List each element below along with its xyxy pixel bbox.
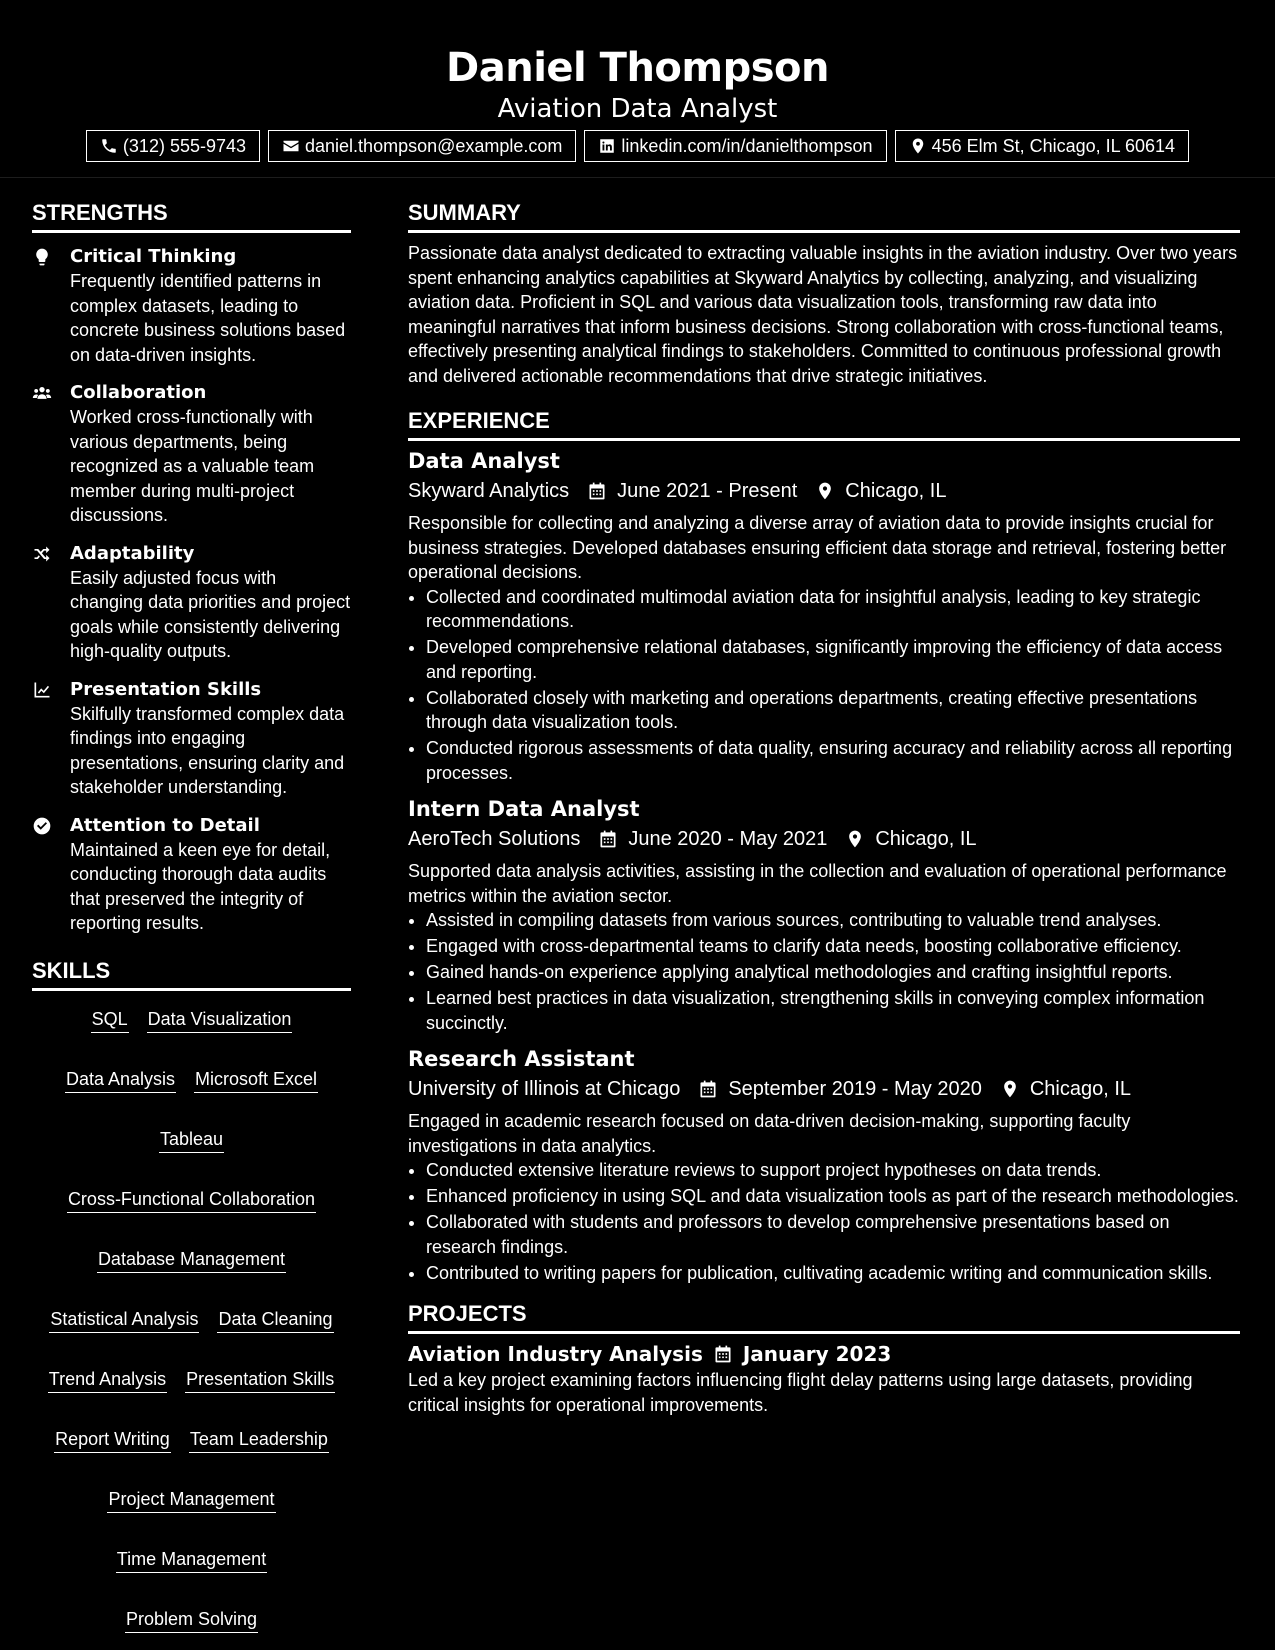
strength-item [32,814,351,936]
strength-description: Skilfully transformed complex data findings into engaging presentations, ensuring clarity and stakeholder understanding. [70,703,345,797]
map-pin-icon [909,137,927,155]
strength-item [32,542,351,664]
contact-linkedin[interactable] [584,130,886,162]
strength-title: Adaptability [70,542,195,564]
job-entry [408,795,1240,1035]
list-item: • Enhanced proficiency in using SQL and data visualization tools as part of the research methodologies. [426,1184,1240,1209]
contact-bar [0,130,1275,162]
skill-tag: Team Leadership [189,1427,329,1453]
list-item: • Learned best practices in data visualization, strengthening skills in conveying complex information succinctly. [426,986,1240,1035]
lightbulb-icon [32,247,52,267]
linkedin-text: linkedin.com/in/danielthompson [621,135,873,156]
skill-tag: Statistical Analysis [49,1307,199,1333]
strength-description: Easily adjusted focus with changing data priorities and project goals while consistently delivering high-quality outputs. [70,567,351,661]
summary-section [408,198,1240,388]
job-bullets [408,585,1240,786]
skill-tag: Data Analysis [65,1067,176,1093]
job-entry [408,1045,1240,1285]
job-entry [408,447,1240,785]
contact-phone[interactable] [86,130,260,162]
job-bullets [408,1158,1240,1285]
strength-description: Maintained a keen eye for detail, conducting thorough data audits that preserved the integrity of reporting results. [70,839,331,933]
skill-tag: Trend Analysis [48,1367,167,1393]
map-pin-icon [815,481,835,501]
strength-title: Collaboration [70,382,207,403]
job-description: Supported data analysis activities, assisting in the collection and evaluation of operational performance metrics within the aviation sector. [408,861,1227,906]
job-title: Intern Data Analyst [408,797,640,821]
strength-title: Attention to Detail [70,814,260,836]
phone-text: (312) 555-9743 [122,135,247,156]
users-icon [32,383,52,403]
job-meta [408,475,1240,507]
skill-tag: Database Management [97,1247,286,1273]
calendar-icon [587,481,607,501]
strength-item [32,678,351,800]
list-item: • Collaborated with students and professors to develop comprehensive presentations based on research findings. [426,1210,1240,1259]
company-name: AeroTech Solutions [408,828,581,850]
calendar-icon [698,1079,718,1099]
phone-icon [100,137,118,155]
skill-tag: Problem Solving [125,1607,258,1633]
job-dates: June 2021 - Present [617,480,798,502]
contact-email[interactable] [268,130,576,162]
projects-heading: PROJECTS [408,1299,1240,1334]
company-name: Skyward Analytics [408,480,570,502]
shuffle-icon [32,544,52,564]
calendar-icon [713,1344,733,1364]
contact-address[interactable] [895,130,1189,162]
job-description: Engaged in academic research focused on data-driven decision-making, supporting faculty investigations in data analytics. [408,1111,1131,1156]
strengths-heading: STRENGTHS [32,198,351,233]
candidate-title: Aviation Data Analyst [497,94,778,124]
job-location: Chicago, IL [845,480,947,502]
list-item: • Assisted in compiling datasets from various sources, contributing to valuable trend analyses. [426,908,1240,933]
calendar-icon [598,829,618,849]
list-item: • Gained hands-on experience applying analytical methodologies and crafting insightful reports. [426,960,1240,985]
list-item: • Collaborated closely with marketing and operations departments, creating effective presentations through data visualization tools. [426,686,1240,735]
skill-tag: Presentation Skills [185,1367,335,1393]
line-chart-icon [32,680,52,700]
left-column [32,198,351,1637]
list-item: • Conducted extensive literature reviews to support project hypotheses on data trends. [426,1158,1240,1183]
list-item: • Engaged with cross-departmental teams to clarify data needs, boosting collaborative efficiency. [426,934,1240,959]
strength-title: Presentation Skills [70,678,262,700]
strength-item [32,381,351,528]
job-dates: September 2019 - May 2020 [728,1078,982,1100]
project-date: January 2023 [742,1342,892,1366]
company-name: University of Illinois at Chicago [408,1078,681,1100]
skill-tag: Tableau [159,1127,224,1153]
summary-text: Passionate data analyst dedicated to extracting valuable insights in the aviation industry. Over two years spent enhancing analytics capabilities at Skyward Analytics by collecting, analyzing, and visualizing aviation data. Proficient in SQL and various data visualization tools, transforming raw data into meaningful narratives that inform business decisions. Strong collaboration with cross-functional teams, effectively presenting analytical findings to stakeholders. Committed to continuous professional growth and delivered actionable recommendations that drive strategic initiatives. [408,243,1238,386]
list-item: • Conducted rigorous assessments of data quality, ensuring accuracy and reliability across all reporting processes. [426,736,1240,785]
job-title: Research Assistant [408,1047,635,1071]
job-dates: June 2020 - May 2021 [628,828,828,850]
address-text: 456 Elm St, Chicago, IL 60614 [931,135,1176,156]
skills-list [32,1003,351,1637]
strength-title: Critical Thinking [70,246,237,267]
projects-section [408,1299,1240,1417]
strength-description: Frequently identified patterns in complex datasets, leading to concrete business solutions based on data-driven insights. [70,271,346,365]
job-meta [408,823,1240,855]
project-header [408,1340,1240,1368]
linkedin-icon [598,137,616,155]
list-item: • Developed comprehensive relational databases, significantly improving the efficiency of data access and reporting. [426,635,1240,684]
skill-tag: SQL [91,1007,129,1033]
strength-description: Worked cross-functionally with various departments, being recognized as a valuable team member during multi-project discussions. [70,407,315,525]
skill-tag: Data Cleaning [217,1307,333,1333]
job-bullets [408,908,1240,1035]
experience-section [408,406,1240,1285]
job-meta [408,1073,1240,1105]
job-location: Chicago, IL [875,828,977,850]
skills-section [32,956,351,1637]
skill-tag: Data Visualization [147,1007,293,1033]
skill-tag: Time Management [116,1547,267,1573]
summary-heading: SUMMARY [408,198,1240,233]
list-item: • Collected and coordinated multimodal aviation data for insightful analysis, leading to key strategic recommendations. [426,585,1240,634]
strengths-section [32,198,351,936]
envelope-icon [282,137,300,155]
project-title: Aviation Industry Analysis [408,1342,703,1366]
candidate-name: Daniel Thompson [446,45,829,91]
experience-heading: EXPERIENCE [408,406,1240,441]
skill-tag: Project Management [107,1487,275,1513]
check-circle-icon [32,816,52,836]
email-text: daniel.thompson@example.com [305,135,563,156]
job-title: Data Analyst [408,449,560,473]
job-location: Chicago, IL [1029,1078,1132,1100]
skills-heading: SKILLS [32,956,351,991]
skill-tag: Cross-Functional Collaboration [67,1187,316,1213]
map-pin-icon [1000,1079,1020,1099]
right-column [408,198,1240,1417]
project-description: Led a key project examining factors influencing flight delay patterns using large datasets, providing critical insights for operational improvements. [408,1370,1193,1415]
map-pin-icon [845,829,865,849]
skill-tag: Microsoft Excel [194,1067,318,1093]
list-item: • Contributed to writing papers for publication, cultivating academic writing and communication skills. [426,1261,1240,1286]
resume-header [0,0,1275,178]
strength-item [32,245,351,367]
job-description: Responsible for collecting and analyzing a diverse array of aviation data to provide insights crucial for business strategies. Developed databases ensuring efficient data storage and retrieval, fostering better operational decisions. [408,513,1227,582]
skill-tag: Report Writing [54,1427,171,1453]
